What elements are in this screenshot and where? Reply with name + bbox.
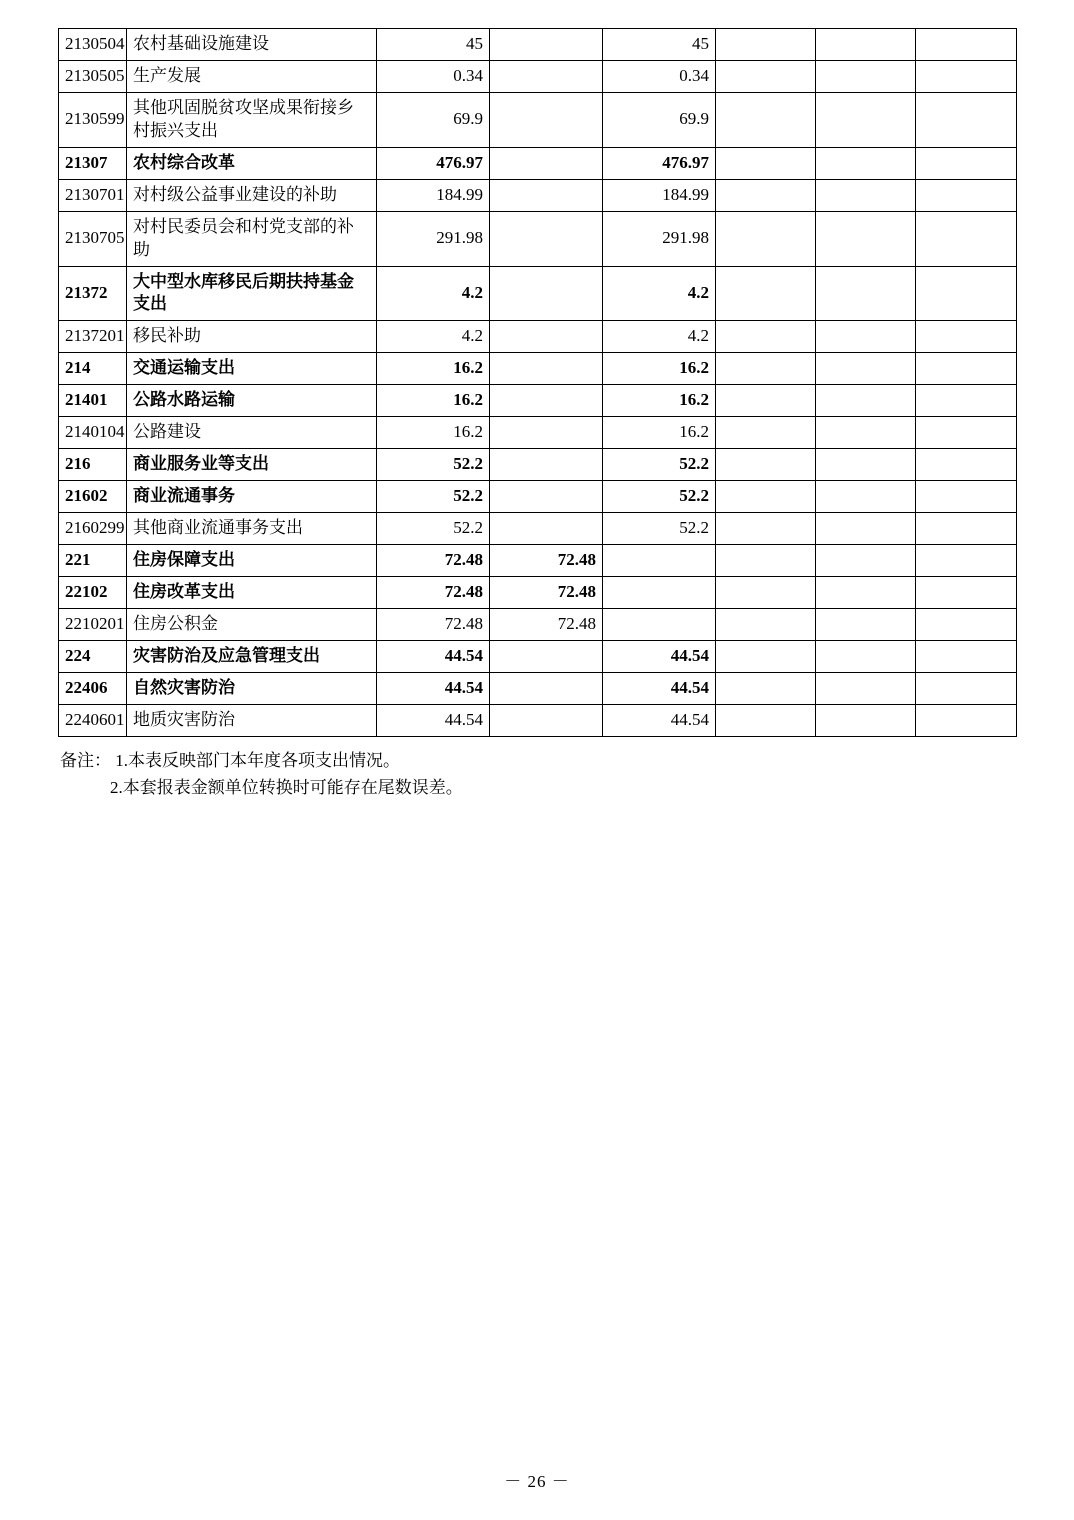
row-value-1: 72.48 — [377, 608, 490, 640]
row-value-5 — [816, 147, 916, 179]
row-name: 住房改革支出 — [127, 576, 377, 608]
row-value-3: 16.2 — [603, 385, 716, 417]
row-value-6 — [916, 544, 1017, 576]
row-value-1: 16.2 — [377, 417, 490, 449]
row-name: 住房公积金 — [127, 608, 377, 640]
row-value-5 — [816, 321, 916, 353]
row-value-6 — [916, 640, 1017, 672]
row-value-4 — [716, 417, 816, 449]
row-value-3: 45 — [603, 29, 716, 61]
row-code: 2140104 — [59, 417, 127, 449]
row-value-5 — [816, 211, 916, 266]
row-code: 21372 — [59, 266, 127, 321]
row-value-3: 44.54 — [603, 672, 716, 704]
row-value-5 — [816, 672, 916, 704]
row-name: 自然灾害防治 — [127, 672, 377, 704]
row-value-3: 184.99 — [603, 179, 716, 211]
row-value-6 — [916, 92, 1017, 147]
row-value-1: 291.98 — [377, 211, 490, 266]
row-value-2 — [490, 449, 603, 481]
row-value-6 — [916, 60, 1017, 92]
row-value-6 — [916, 385, 1017, 417]
row-value-2 — [490, 513, 603, 545]
row-code: 214 — [59, 353, 127, 385]
row-value-4 — [716, 60, 816, 92]
row-code: 2130504 — [59, 29, 127, 61]
row-value-2 — [490, 353, 603, 385]
table-row — [59, 608, 1017, 640]
row-value-5 — [816, 449, 916, 481]
table-row — [59, 576, 1017, 608]
row-value-3: 52.2 — [603, 481, 716, 513]
row-value-5 — [816, 92, 916, 147]
row-value-6 — [916, 147, 1017, 179]
row-name: 农村基础设施建设 — [127, 29, 377, 61]
table-row — [59, 29, 1017, 61]
row-value-1: 476.97 — [377, 147, 490, 179]
row-value-6 — [916, 211, 1017, 266]
row-value-3 — [603, 608, 716, 640]
row-value-4 — [716, 321, 816, 353]
row-value-5 — [816, 417, 916, 449]
row-value-3: 291.98 — [603, 211, 716, 266]
row-value-4 — [716, 672, 816, 704]
row-value-4 — [716, 211, 816, 266]
row-value-5 — [816, 353, 916, 385]
row-value-4 — [716, 147, 816, 179]
row-value-1: 44.54 — [377, 704, 490, 736]
row-name: 对村级公益事业建设的补助 — [127, 179, 377, 211]
row-name: 公路水路运输 — [127, 385, 377, 417]
row-value-1: 72.48 — [377, 544, 490, 576]
row-value-2 — [490, 92, 603, 147]
row-value-5 — [816, 513, 916, 545]
row-value-6 — [916, 353, 1017, 385]
row-value-4 — [716, 449, 816, 481]
table-row — [59, 353, 1017, 385]
table-row — [59, 544, 1017, 576]
row-value-2 — [490, 640, 603, 672]
row-value-4 — [716, 640, 816, 672]
table-row — [59, 385, 1017, 417]
row-code: 21307 — [59, 147, 127, 179]
table-row — [59, 266, 1017, 321]
row-value-6 — [916, 417, 1017, 449]
row-value-6 — [916, 672, 1017, 704]
table-row — [59, 321, 1017, 353]
row-name: 移民补助 — [127, 321, 377, 353]
table-row — [59, 481, 1017, 513]
row-value-1: 52.2 — [377, 449, 490, 481]
row-value-1: 0.34 — [377, 60, 490, 92]
row-code: 2130701 — [59, 179, 127, 211]
row-name: 对村民委员会和村党支部的补助 — [127, 211, 377, 266]
table-notes — [58, 747, 1016, 801]
row-value-2: 72.48 — [490, 544, 603, 576]
row-value-5 — [816, 544, 916, 576]
row-value-3 — [603, 544, 716, 576]
row-value-2 — [490, 672, 603, 704]
table-row — [59, 179, 1017, 211]
table-row — [59, 513, 1017, 545]
row-value-3: 16.2 — [603, 417, 716, 449]
row-value-6 — [916, 608, 1017, 640]
row-value-5 — [816, 385, 916, 417]
row-value-1: 184.99 — [377, 179, 490, 211]
row-name: 商业流通事务 — [127, 481, 377, 513]
row-value-5 — [816, 576, 916, 608]
row-value-4 — [716, 179, 816, 211]
row-value-6 — [916, 29, 1017, 61]
row-value-6 — [916, 513, 1017, 545]
row-code: 224 — [59, 640, 127, 672]
row-value-2: 72.48 — [490, 608, 603, 640]
row-value-3: 44.54 — [603, 640, 716, 672]
row-value-4 — [716, 29, 816, 61]
row-value-2 — [490, 321, 603, 353]
row-code: 22406 — [59, 672, 127, 704]
row-value-1: 16.2 — [377, 353, 490, 385]
row-value-2 — [490, 417, 603, 449]
row-value-1: 44.54 — [377, 672, 490, 704]
row-value-2 — [490, 385, 603, 417]
row-value-3: 52.2 — [603, 513, 716, 545]
row-name: 地质灾害防治 — [127, 704, 377, 736]
row-value-6 — [916, 481, 1017, 513]
row-value-4 — [716, 385, 816, 417]
row-code: 216 — [59, 449, 127, 481]
row-name: 交通运输支出 — [127, 353, 377, 385]
row-name: 农村综合改革 — [127, 147, 377, 179]
row-value-1: 4.2 — [377, 266, 490, 321]
row-code: 221 — [59, 544, 127, 576]
row-value-2 — [490, 481, 603, 513]
table-row — [59, 147, 1017, 179]
row-code: 2210201 — [59, 608, 127, 640]
row-value-6 — [916, 704, 1017, 736]
table-row — [59, 449, 1017, 481]
row-code: 2130505 — [59, 60, 127, 92]
row-value-5 — [816, 60, 916, 92]
row-value-1: 4.2 — [377, 321, 490, 353]
row-value-1: 69.9 — [377, 92, 490, 147]
row-value-6 — [916, 321, 1017, 353]
row-code: 2240601 — [59, 704, 127, 736]
expenditure-table — [58, 28, 1017, 737]
row-value-5 — [816, 704, 916, 736]
row-value-3: 4.2 — [603, 321, 716, 353]
row-value-4 — [716, 266, 816, 321]
row-name: 生产发展 — [127, 60, 377, 92]
row-value-2 — [490, 211, 603, 266]
row-name: 公路建设 — [127, 417, 377, 449]
row-value-3: 16.2 — [603, 353, 716, 385]
row-value-4 — [716, 353, 816, 385]
row-value-2 — [490, 147, 603, 179]
row-value-4 — [716, 576, 816, 608]
row-value-3: 476.97 — [603, 147, 716, 179]
row-name: 灾害防治及应急管理支出 — [127, 640, 377, 672]
row-value-6 — [916, 576, 1017, 608]
row-value-2 — [490, 179, 603, 211]
row-value-6 — [916, 179, 1017, 211]
row-value-4 — [716, 513, 816, 545]
row-value-4 — [716, 608, 816, 640]
row-value-5 — [816, 608, 916, 640]
row-value-6 — [916, 266, 1017, 321]
note-line-1: 备注： 1.本表反映部门本年度各项支出情况。 — [60, 750, 400, 770]
row-value-1: 72.48 — [377, 576, 490, 608]
row-value-1: 16.2 — [377, 385, 490, 417]
row-code: 2160299 — [59, 513, 127, 545]
row-value-1: 44.54 — [377, 640, 490, 672]
row-value-3: 69.9 — [603, 92, 716, 147]
table-row — [59, 60, 1017, 92]
row-value-4 — [716, 704, 816, 736]
row-value-5 — [816, 266, 916, 321]
row-code: 22102 — [59, 576, 127, 608]
row-value-2: 72.48 — [490, 576, 603, 608]
page-number: － 26 － — [504, 1472, 570, 1491]
table-body — [59, 29, 1017, 737]
row-value-3: 0.34 — [603, 60, 716, 92]
row-value-5 — [816, 640, 916, 672]
table-row — [59, 92, 1017, 147]
table-row — [59, 211, 1017, 266]
row-name: 其他巩固脱贫攻坚成果衔接乡村振兴支出 — [127, 92, 377, 147]
row-value-5 — [816, 29, 916, 61]
table-row — [59, 417, 1017, 449]
row-name: 住房保障支出 — [127, 544, 377, 576]
row-value-3: 4.2 — [603, 266, 716, 321]
row-value-3: 44.54 — [603, 704, 716, 736]
row-name: 商业服务业等支出 — [127, 449, 377, 481]
row-code: 2130705 — [59, 211, 127, 266]
table-row — [59, 672, 1017, 704]
row-value-4 — [716, 481, 816, 513]
row-value-2 — [490, 266, 603, 321]
row-code: 2137201 — [59, 321, 127, 353]
table-row — [59, 640, 1017, 672]
table-row — [59, 704, 1017, 736]
row-value-1: 52.2 — [377, 513, 490, 545]
row-value-3 — [603, 576, 716, 608]
row-name: 大中型水库移民后期扶持基金支出 — [127, 266, 377, 321]
row-value-4 — [716, 92, 816, 147]
row-value-5 — [816, 179, 916, 211]
note-line-2: 2.本套报表金额单位转换时可能存在尾数误差。 — [110, 777, 463, 797]
row-value-5 — [816, 481, 916, 513]
row-value-2 — [490, 60, 603, 92]
row-value-2 — [490, 29, 603, 61]
row-name: 其他商业流通事务支出 — [127, 513, 377, 545]
row-value-1: 45 — [377, 29, 490, 61]
row-code: 2130599 — [59, 92, 127, 147]
row-value-3: 52.2 — [603, 449, 716, 481]
row-code: 21602 — [59, 481, 127, 513]
row-value-4 — [716, 544, 816, 576]
row-code: 21401 — [59, 385, 127, 417]
row-value-2 — [490, 704, 603, 736]
row-value-1: 52.2 — [377, 481, 490, 513]
row-value-6 — [916, 449, 1017, 481]
